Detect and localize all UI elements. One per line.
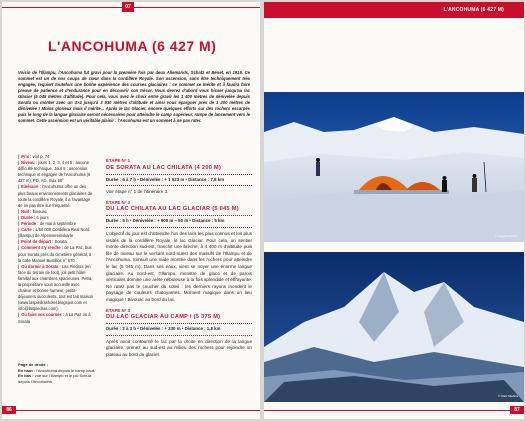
info-sidebar xyxy=(18,154,94,325)
info-row xyxy=(18,312,94,324)
etape-kicker: ÉTAPE N° 3 xyxy=(106,307,131,313)
info-label: Comment s'y rendre : xyxy=(21,245,64,251)
top-band xyxy=(264,2,524,18)
info-row xyxy=(18,245,94,263)
etape-meta: Durée : 6 à 7 h • Dénivelée : + 1 523 m • Distance : 7,8 km xyxy=(106,176,225,182)
bullet-icon: | xyxy=(18,245,20,251)
etape-kicker: ÉTAPE N° 1 xyxy=(106,158,131,163)
info-label: Durée : xyxy=(21,214,36,220)
camp-photo-illustration xyxy=(264,92,524,242)
etape-paragraph: Après avoir contourné le lac par la droite en direction de la langue glaciaire, prenez au sud-est au milieu des rochers pour rejoindre un plateau au bord du glacier. xyxy=(106,338,252,357)
etape-title: DE SORATA AU LAC CHILATA (4 200 M) xyxy=(106,164,222,171)
itinerary-column xyxy=(106,154,252,358)
info-label: Période : xyxy=(21,221,39,227)
info-label: Où dormir à Sorata : xyxy=(21,263,61,269)
info-text: Sorata xyxy=(54,239,67,245)
dotted-divider xyxy=(106,323,252,324)
dotted-divider xyxy=(106,215,252,216)
info-text: à La Paz ou à Sorata xyxy=(18,312,91,324)
info-label: Nuit : xyxy=(21,208,32,214)
bottom-rule xyxy=(264,410,510,411)
bullet-icon: | xyxy=(18,184,20,190)
right-page xyxy=(264,2,524,419)
page-title: L'ANCOHUMA (6 427 M) xyxy=(48,38,217,54)
bullet-icon: | xyxy=(18,214,20,220)
bullet-icon: | xyxy=(18,239,20,245)
credits-heading: Page de droite : xyxy=(18,362,49,367)
info-row xyxy=(18,184,94,208)
page-number-right: 87 xyxy=(510,406,524,414)
info-text: voir p. 74 xyxy=(32,154,50,159)
photo-credit-top: © Sergio Condori xyxy=(494,234,518,238)
bottom-rule xyxy=(16,410,260,411)
info-text: Las Piedras (en face du terrain de foot), joli petit hôtel familial aux chambres spacieuses. Petra, la propriétaire vous accueille avec chaleur et bonne humeur, petits-déjeuners succulents, tout est fait maison (www.laspiedrashotel.blogspot.com et info@laspiedras.com). xyxy=(18,263,94,312)
dotted-divider xyxy=(106,227,252,228)
info-label: Point de départ : xyxy=(21,239,54,245)
chapter-badge: 07 xyxy=(122,2,134,12)
bullet-icon: | xyxy=(18,154,20,159)
page-number-left: 86 xyxy=(2,406,16,414)
bullet-icon: | xyxy=(18,160,20,166)
etape-meta: Durée : 2 à 3 h • Dénivelée : + 330 m • Distance : 1,8 km xyxy=(106,326,221,332)
running-head: L'ANCOHUMA (6 427 M) xyxy=(443,7,504,13)
photo-credit-bottom: © Iñaki Medina xyxy=(497,394,518,398)
dotted-divider xyxy=(106,185,252,186)
info-text: l'Ancohuma offre un des plus beaux environnements glaciaires de toute la cordillère Royale, il a l'avantage de ne pas être sur-fréquenté. xyxy=(18,184,93,208)
info-row xyxy=(18,160,94,184)
etape-title: DU LAC CHILATA AU LAC GLACIAR (5 045 M) xyxy=(106,206,239,213)
bullet-icon: | xyxy=(18,263,20,269)
photo-illampu xyxy=(264,252,524,402)
photo-credits-caption xyxy=(18,362,98,384)
info-text: bivouac xyxy=(32,208,47,214)
info-label: Niveau : xyxy=(21,160,38,166)
info-text: 6 jours xyxy=(36,214,49,220)
info-row xyxy=(18,264,94,313)
dotted-divider xyxy=(106,335,252,336)
credits-line-top: En haut : l'Ancohuma depuis le camp haut. xyxy=(18,367,96,373)
credits-line-bottom: En bas : vue sur l'Illampu et le pic Schulz depuis l'Ancohuma. xyxy=(18,373,92,384)
bullet-icon: | xyxy=(18,312,20,318)
etape-kicker: ÉTAPE N° 2 xyxy=(106,199,131,205)
info-label: Itinéraire : xyxy=(21,184,41,190)
info-label: Carte : xyxy=(21,227,35,233)
bullet-icon: | xyxy=(18,208,20,214)
info-row xyxy=(18,227,94,239)
info-label: Prix : xyxy=(21,154,32,159)
left-page xyxy=(2,2,260,419)
info-label: Où faire vos courses : xyxy=(21,312,65,318)
bullet-icon: | xyxy=(18,227,20,233)
etape-paragraph: Voir étape n° 1 de l'itinéraire 3. xyxy=(106,189,169,195)
photo-camp-tents xyxy=(264,92,524,242)
info-text: de mai à septembre xyxy=(39,221,77,227)
mountain-photo-illustration xyxy=(264,252,524,402)
info-text: jours 1, 2, 3, 4 et 6 : aucune difficulté technique. Jour 5 : ascension technique et engagée de l'Ancohuma (6 427 m), PD, AD, max 50° xyxy=(18,160,91,184)
intro-paragraph: Voisin de l'Illampu, l'Ancohuma fut gravi pour la première fois par deux Allemands, Schatz et Bénet, en 1919. Ce sommet est un de nos coups de cœur dans la cordillère Royale. Son ascension, sans être techniquement très engagée, requiert toutefois une bonne expérience des courses glaciaires : ce sommet se mérite et il faudra faire preuve de patience et d'endurance pour en découvrir son trésor. Vous devrez d'abord vous hisser jusqu'au lac Glacier (5 045 mètres d'altitude). Pour cela, vous avez le choix entre gravir les 1 400 mètres de dénivelée depuis Sorata ou monter avec un 4×4 jusqu'à 3 930 mètres d'altitude et ainsi vous épargner près de 1 200 mètres de dénivelée ! Moins glorieux mais il mérite... Après le lac Glacier, encore quelques efforts sur des rochers escarpés puis le long de la langue glaciaire seront nécessaires pour atteindre le camp supérieur, rampe de lancement vers le sommet. Cette ascension est un véritable plaisir : l'Ancohuma est un sommet à ne pas rater. xyxy=(18,70,250,123)
bullet-icon: | xyxy=(18,221,20,227)
info-text: de La Paz, bus pour Sorata près du cimetière général, à la calle Manuel Bustillos n° 670 xyxy=(18,245,92,263)
etape-title: DU LAC GLACIAR AU CAMP I (5 375 M) xyxy=(106,314,221,321)
dotted-divider xyxy=(106,174,252,175)
etape-paragraph: L'objectif du jour est d'atteindre l'un des lacs les plus connus et les plus visités de la cordillère Royale, le lac Glaciar. Pour cela, un sentier monte direction sud-est, franchit une brèche, à 4 400 m d'altitude puis file de niveau sur le versant nord-ouest des massifs de l'Illampu et de l'Ancohuma. Simsuit une raide montée dans les rochers pour atteindre le lac (5 045 m). Dans ses eaux, vient se noyer une énorme langue glaciaire. Au nord-est, l'Illampu, monstre de glace et de parois verticales domine une arête nébuleuse à la fois splendide et effrayante. Ne ratez pas le coucher du soleil : les derniers rayons inondent le paysage de couleurs chatoyantes. Moment magique dans un lieu magique ! Bivouac au bord du lac. xyxy=(106,230,252,302)
etape-meta: Durée : 5 h • Dénivelée : + 900 m – 50 m • Distance : 5 km xyxy=(106,218,225,224)
info-text: 1/50 000 Cordillera Real Nord (Illampu) de Alpenvereinskarte xyxy=(18,227,90,239)
